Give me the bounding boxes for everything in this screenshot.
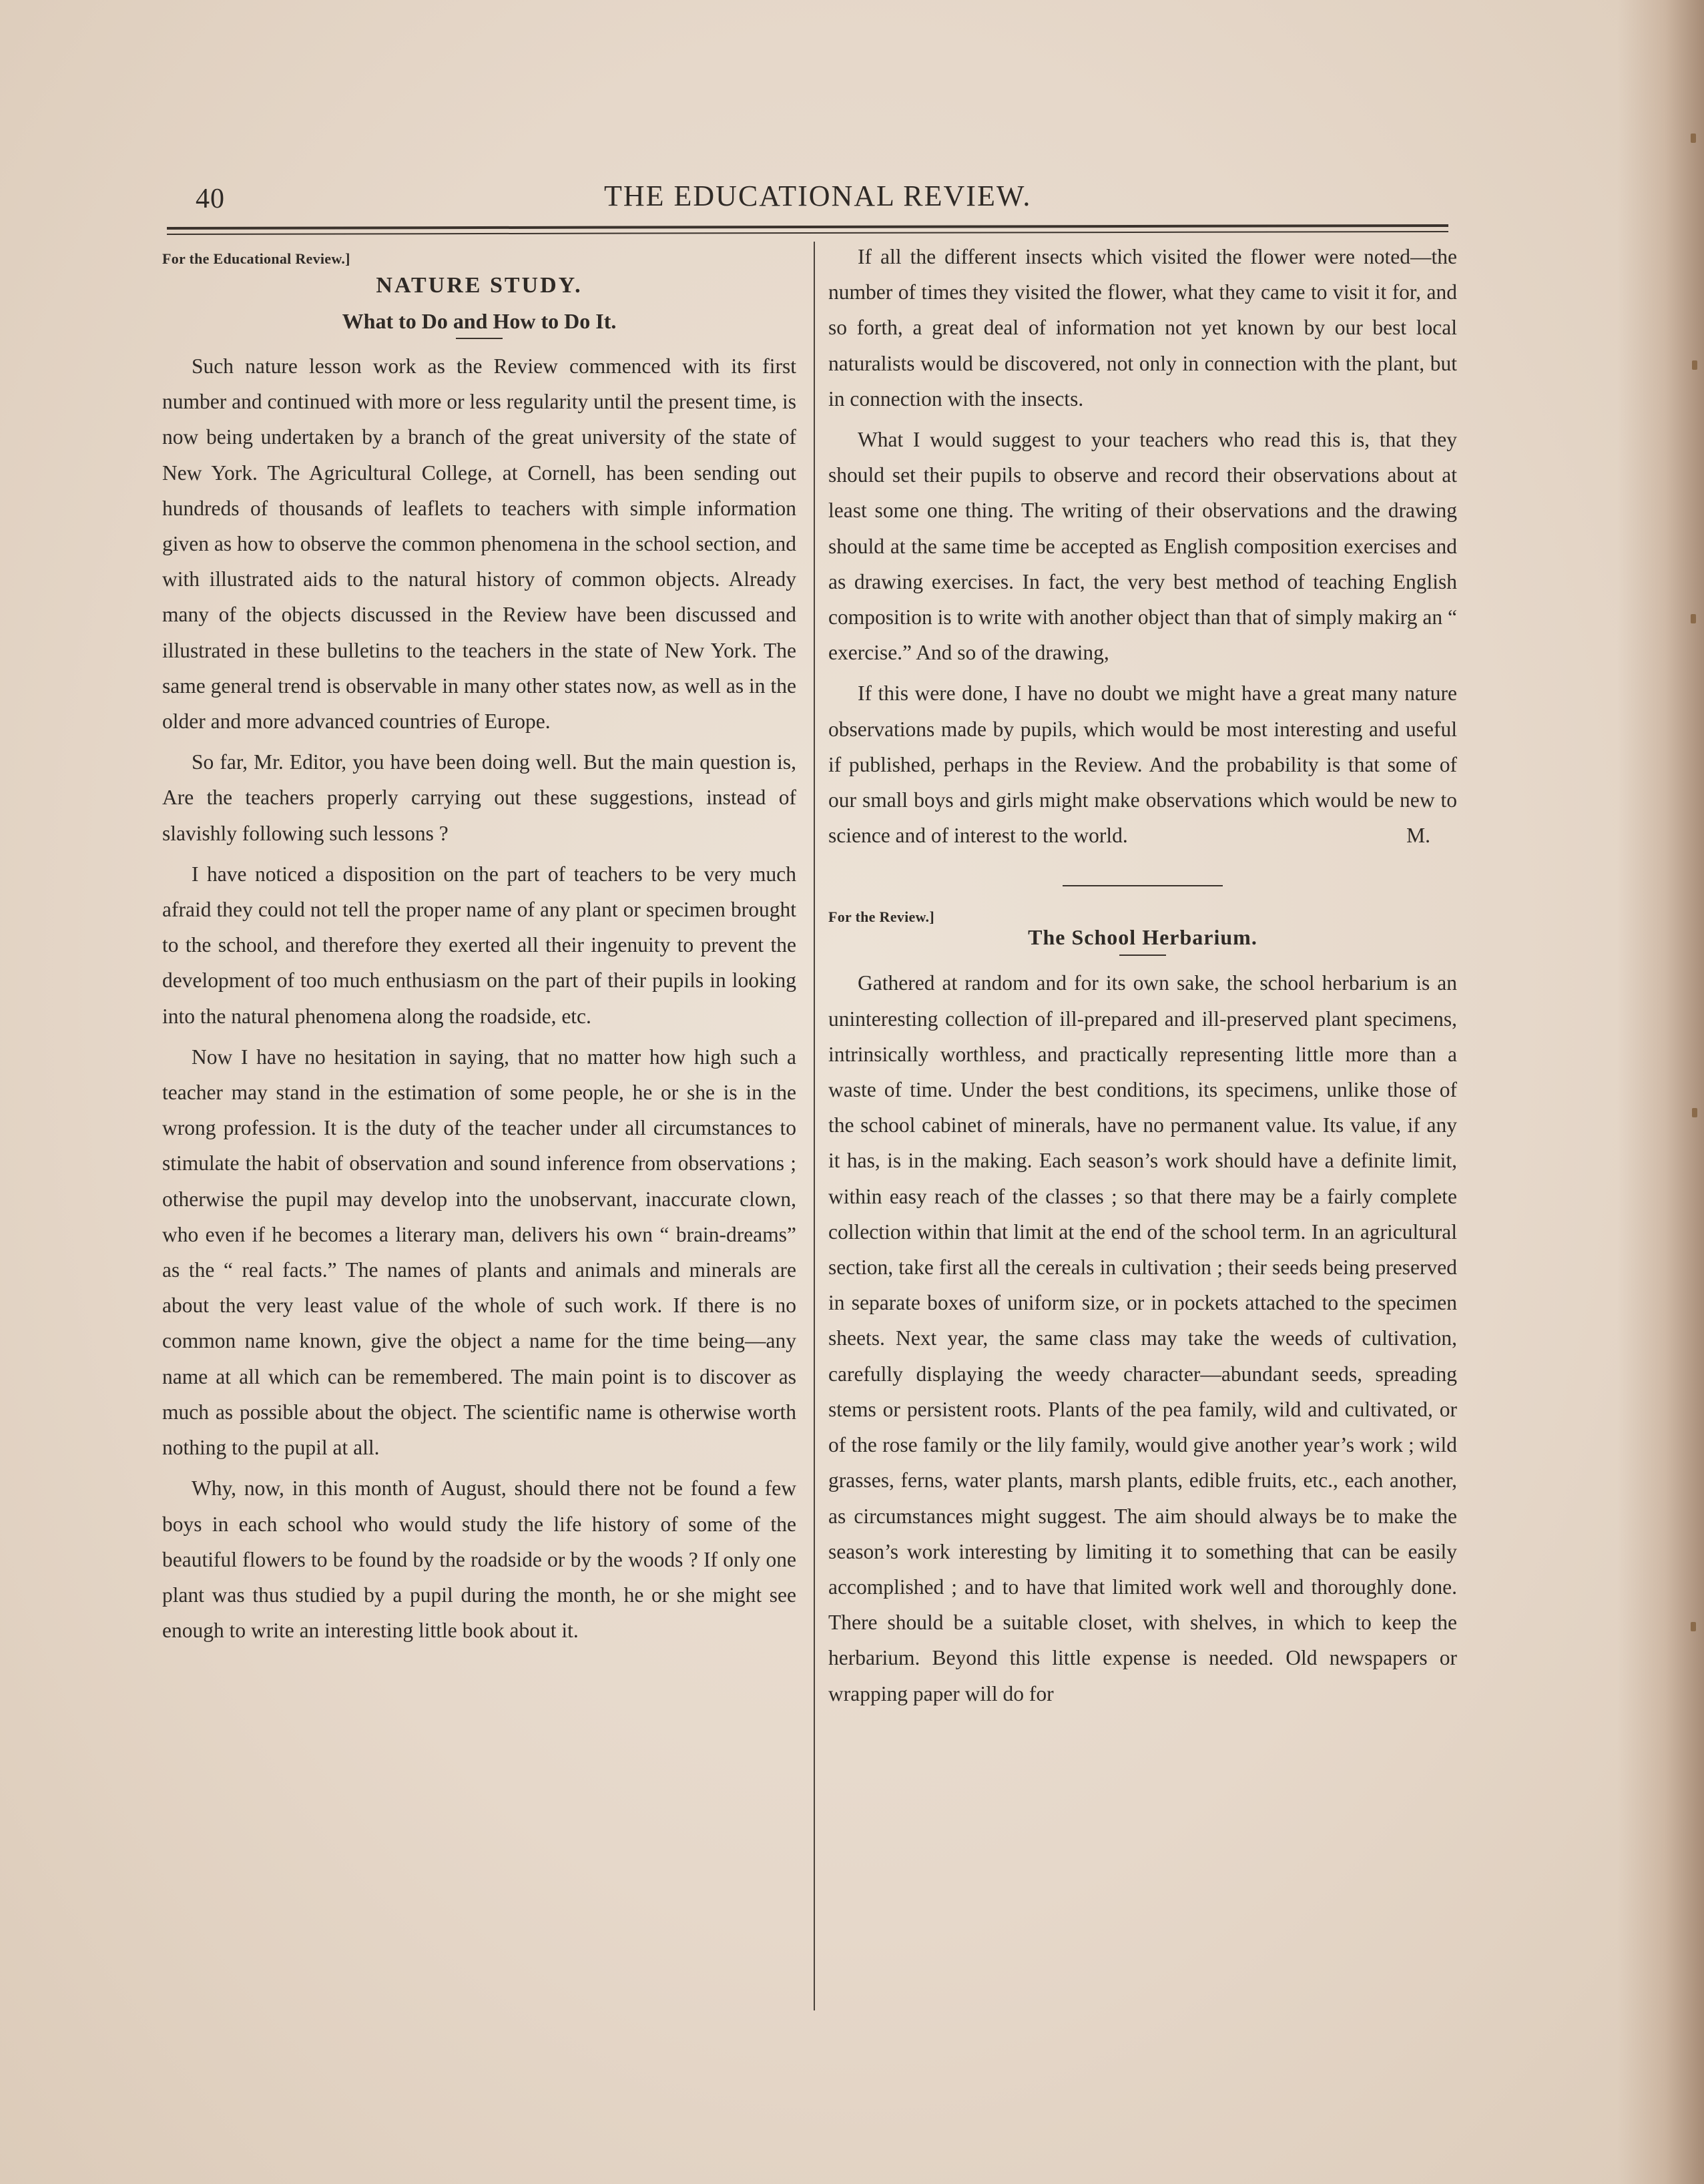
margin-speck xyxy=(1692,360,1697,370)
margin-speck xyxy=(1691,1622,1696,1631)
paragraph: Gathered at random and for its own sake, the school herbarium is an uninteresting collection of ill-prepared and ill-preserved plant specimens, intrinsically worthless, and practically representing little more than a waste of time. Under the best conditions, its specimens, unlike those of the school cabinet of minerals, have no permanent value. Its value, if any it has, is in the making. Each season’s work should have a definite limit, within easy reach of the classes ; so that there may be a fairly complete collection within that limit at the end of the school term. In an agricultural section, take first all the cereals in cultivation ; their seeds being preserved in separate boxes of uniform size, or in pockets attached to the specimen sheets. Next year, the same class may take the weeds of cultivation, carefully displaying the weedy character—abundant seeds, spreading stems or persistent roots. Plants of the pea family, wild and cultivated, or of the rose family or the lily family, would give another year’s work ; wild grasses, ferns, water plants, marsh plants, edible fruits, etc., each another, as circumstances might suggest. The aim should always be to make the season’s work interesting by limiting it to something that can be easily accomplished ; and to have that limited work well and thoroughly done. There should be a suitable closet, with shelves, in which to keep the herbarium. Beyond this little expense is needed. Old newspapers or wrapping paper will do for xyxy=(828,971,1457,1705)
journal-title: THE EDUCATIONAL REVIEW. xyxy=(604,180,1032,212)
paragraph: If all the different insects which visited the flower were noted—the number of times they visited the flower, what they came to visit it for, and so forth, a great deal of information not yet known by our best local naturalists would be discovered, not only in connection with the plant, but in connection with the insects. xyxy=(828,245,1457,411)
article-title: The School Herbarium. xyxy=(1028,925,1257,950)
paragraph xyxy=(828,675,1457,853)
right-column xyxy=(828,239,1457,1717)
author-signature: M. xyxy=(1406,824,1430,848)
page-number: 40 xyxy=(196,184,225,214)
paragraph: So far, Mr. Editor, you have been doing well. But the main question is, Are the teachers properly carrying out these suggestions, instead of slavishly following such lessons ? xyxy=(162,750,796,845)
paragraph: Why, now, in this month of August, should there not be found a few boys in each school who would study the life history of some of the beautiful flowers to be found by the roadside or by the woods ? If only one plant was thus studied by a pupil during the month, he or she might see enough to write an interesting little book about it. xyxy=(162,1476,796,1643)
article-title: NATURE STUDY. xyxy=(376,273,583,298)
paragraph: Now I have no hesitation in saying, that no matter how high such a teacher may stand in the estimation of some people, he or she is in the wrong profession. It is the duty of the teacher under all circumstances to stimulate the habit of observation and sound inference from observations ; otherwise the pupil may develop into the unobservant, inaccurate clown, who even if he becomes a literary man, delivers his own “ brain-dreams” as the “ real facts.” The names of plants and animals and minerals are about the very least value of the whole of such work. If there is no common name known, give the object a name for the time being—any name at all which can be remembered. The main point is to discover as much as possible about the object. The scientific name is otherwise worth nothing to the pupil at all. xyxy=(162,1045,796,1460)
paragraph: What I would suggest to your teachers who read this is, that they should set their pupils to observe and record their observations about at least some one thing. The writing of their observations and the drawing should at the same time be accepted as English composition exercises and as drawing exercises. In fact, the very best method of teaching English composition is to write with another object than that of simply makirg an “ exercise.” And so of the drawing, xyxy=(828,428,1457,665)
margin-speck xyxy=(1691,614,1696,623)
article-source: For the Educational Review.] xyxy=(162,250,350,267)
title-rule xyxy=(1119,954,1166,956)
margin-speck xyxy=(1691,133,1696,143)
paragraph: I have noticed a disposition on the part of teachers to be very much afraid they could not tell the proper name of any plant or specimen brought to the school, and therefore they exerted all their ingenuity to prevent the development of too much enthusiasm on the part of their pupils in looking into the natural phenomena along the roadside, etc. xyxy=(162,862,796,1028)
section-rule xyxy=(1063,885,1223,886)
column-divider xyxy=(814,242,815,2010)
paragraph: Such nature lesson work as the Review commenced with its first number and continued with more or less regularity until the present time, is now being undertaken by a branch of the great university of the state of New York. The Agricultural College, at Cornell, has been sending out hundreds of thousands of leaflets to teachers with simple information given as how to observe the common phenomena in the school section, and with illustrated aids to the natural history of common objects. Already many of the objects discussed in the Review have been discussed and illustrated in these bulletins to the teachers in the state of New York. The same general trend is observable in many other states now, as well as in the older and more advanced countries of Europe. xyxy=(162,354,796,734)
binding-shadow xyxy=(1617,0,1704,2184)
left-column xyxy=(162,239,796,1653)
title-rule xyxy=(456,338,503,339)
margin-speck xyxy=(1692,1108,1697,1117)
article-source: For the Review.] xyxy=(828,908,934,926)
paragraph-text: If this were done, I have no doubt we might have a great many nature observations made by pupils, which would be most interesting and useful if published, perhaps in the Review. And the probability is that some of our small boys and girls might make observations which would be new to science and of interest to the world. xyxy=(828,681,1457,848)
article-subtitle: What to Do and How to Do It. xyxy=(342,309,617,333)
